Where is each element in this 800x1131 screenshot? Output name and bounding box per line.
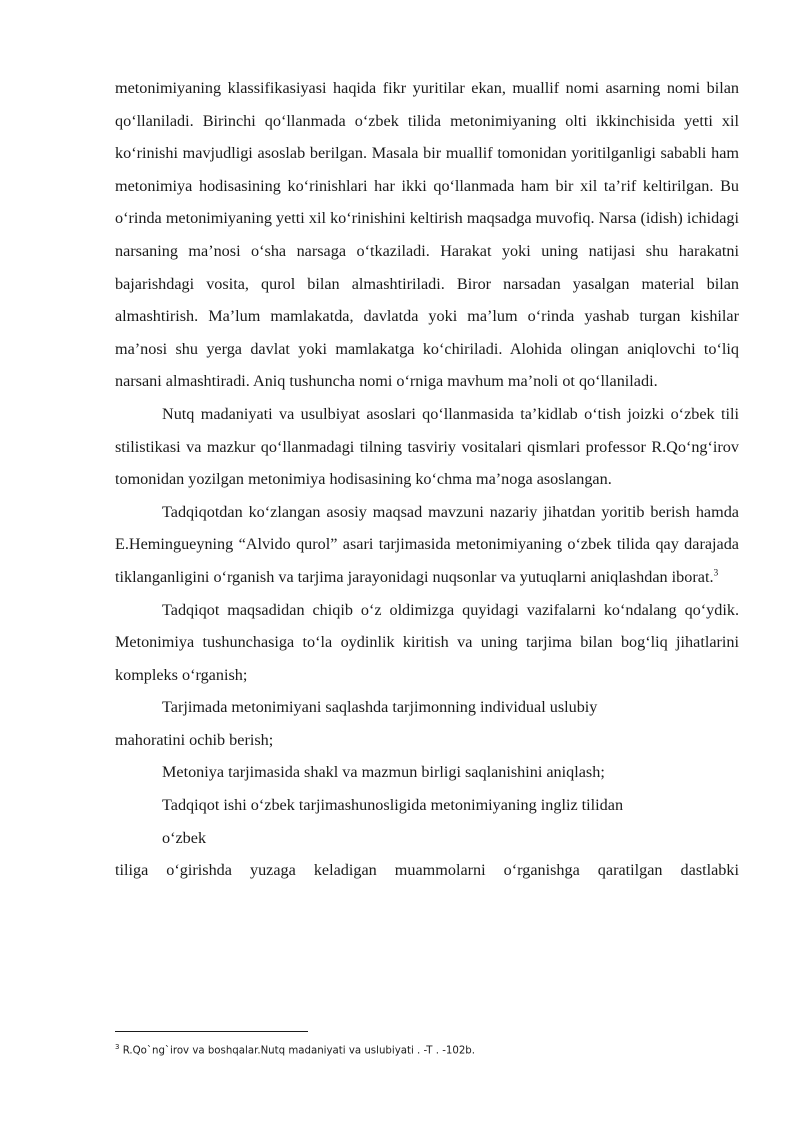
paragraph-4: Tadqiqot maqsadidan chiqib o‘z oldimizga quyidagi vazifalarni ko‘ndalang qo‘ydik. Metonimiya tushunchasiga to‘la oydinlik kiritish va uning tarjima bilan bog‘liq jihatlarini kompleks o‘rganish; bbox=[115, 600, 739, 684]
footnote bbox=[115, 1040, 739, 1058]
task-2: Metoniya tarjimasida shakl va mazmun birligi saqlanishini aniqlash; bbox=[162, 763, 605, 782]
footnote-text: R.Qo`ng`irov va boshqalar.Nutq madaniyati va uslubiyati . -T . -102b. bbox=[119, 1045, 476, 1057]
task-1-line-1: Tarjimada metonimiyani saqlashda tarjimonning individual uslubiy bbox=[162, 698, 598, 717]
task-3-line-2: o‘zbek bbox=[162, 828, 207, 847]
footnote-reference[interactable]: 3 bbox=[713, 568, 719, 579]
paragraph-3-text: Tadqiqotdan ko‘zlangan asosiy maqsad mavzuni nazariy jihatdan yoritib berish hamda E.Hemingueyning “Alvido qurol” asari tarjimasida metonimiyaning o‘zbek tilida qay darajada tiklanganligini o‘rganish va tarjima jarayonidagi nuqsonlar va yutuqlarni aniqlashdan iborat. bbox=[115, 502, 739, 586]
task-3-line-3: tiliga o‘girishda yuzaga keladigan muammolarni o‘rganishga qaratilgan dastlabki bbox=[115, 861, 739, 880]
footnote-number: 3 bbox=[115, 1043, 120, 1051]
task-1-line-2: mahoratini ochib berish; bbox=[115, 730, 274, 749]
task-3-line-1: Tadqiqot ishi o‘zbek tarjimashunosligida metonimiyaning ingliz tilidan bbox=[162, 796, 624, 815]
paragraph-2: Nutq madaniyati va usulbiyat asoslari qo‘llanmasida ta’kidlab o‘tish joizki o‘zbek tili stilistikasi va mazkur qo‘llanmadagi tilning tasviriy vositalari qismlari professor R.Qo‘ng‘irov tomonidan yozilgan metonimiya hodisasining ko‘chma ma’noga asoslangan. bbox=[115, 404, 739, 489]
footnote-separator bbox=[115, 1031, 308, 1032]
paragraph-1: metonimiyaning klassifikasiyasi haqida fikr yuritilar ekan, muallif nomi asarning nomi bilan qo‘llaniladi. Birinchi qo‘llanmada o‘zbek tilida metonimiyaning olti ikkinchisida yetti xil ko‘rinishi mavjudligi asoslab berilgan. Masala bir muallif tomonidan yoritilganligi sababli ham metonimiya hodisasining ko‘rinishlari har ikki qo‘llanmada ham bir xil ta’rif keltirilgan. Bu o‘rinda metonimiyaning yetti xil ko‘rinishini keltirish maqsadga muvofiq. Narsa (idish) ichidagi narsaning ma’nosi o‘sha narsaga o‘tkaziladi. Harakat yoki uning natijasi shu harakatni bajarishdagi vosita, qurol bilan almashtiriladi. Biror narsadan yasalgan material bilan almashtirish. Ma’lum mamlakatda, davlatda yoki ma’lum o‘rinda yashab turgan kishilar ma’nosi shu yerga davlat yoki mamlakatga ko‘chiriladi. Alohida olingan aniqlovchi to‘liq narsani almashtiradi. Aniq tushuncha nomi o‘rniga mavhum ma’noli ot qo‘llaniladi. bbox=[115, 79, 739, 391]
main-text bbox=[115, 72, 739, 887]
paragraph-3 bbox=[115, 496, 739, 594]
